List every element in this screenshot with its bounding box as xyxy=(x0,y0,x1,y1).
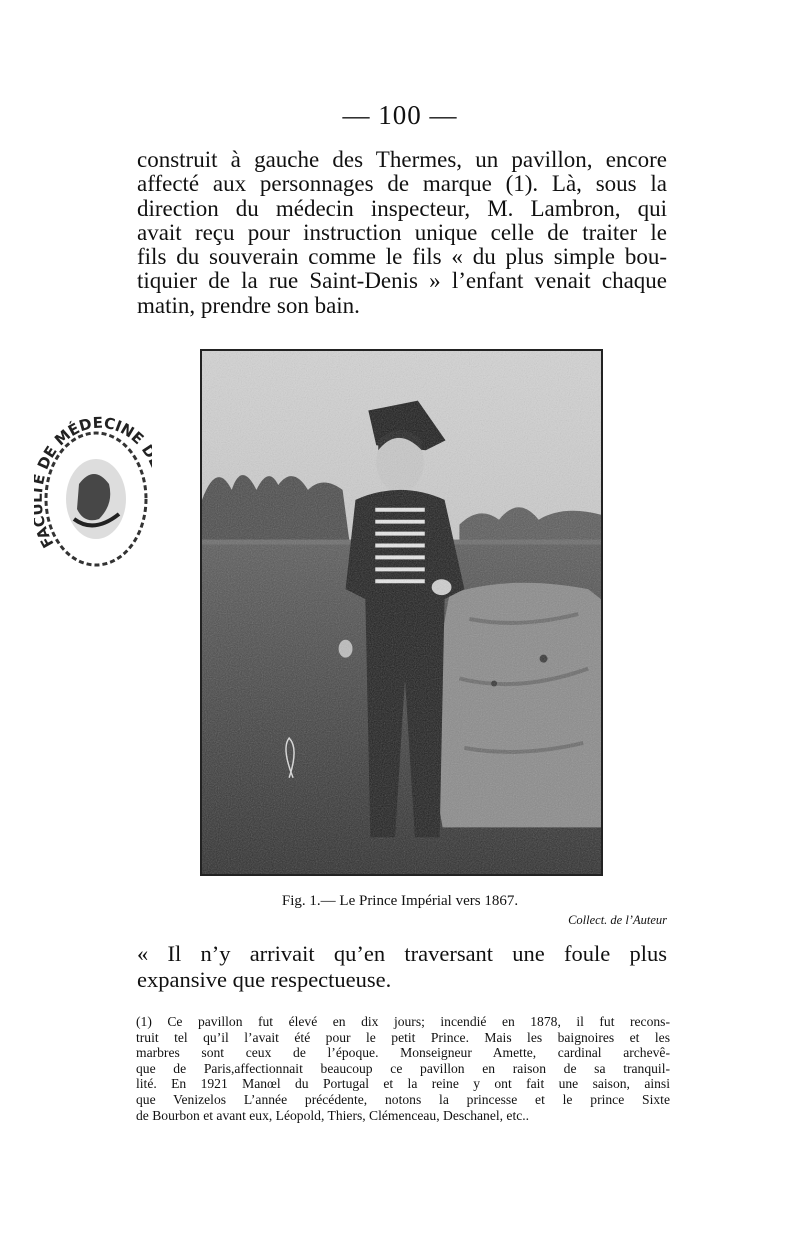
quote-paragraph xyxy=(137,941,667,993)
quote-line: expansive que respectueuse. xyxy=(137,967,392,992)
footnote-line: (1) Ce pavillon fut élevé en dix jours; incendié en 1878, il fut recons- xyxy=(136,1014,670,1029)
footnote-line: marbres sont ceux de l’époque. Monseigneur Amette, cardinal archevê- xyxy=(136,1045,670,1061)
body-paragraph xyxy=(137,148,667,318)
paragraph-line: direction du médecin inspecteur, M. Lambron, qui xyxy=(137,195,667,221)
paragraph-line: avait reçu pour instruction unique celle de traiter le xyxy=(137,219,667,245)
paragraph-line: tiquier de la rue Saint-Denis » l’enfant venait chaque xyxy=(137,268,667,294)
footnote-line: lité. En 1921 Manœl du Portugal et la reine y ont fait une saison, ainsi xyxy=(136,1076,670,1092)
footnote-line: que Venizelos L’année précédente, notons la princesse et le prince Sixte xyxy=(136,1091,670,1107)
paragraph-line: fils du souverain comme le fils « du plus simple bou- xyxy=(137,244,667,270)
quote-line: « Il n’y arrivait qu’en traversant une foule plus xyxy=(137,941,667,966)
footnote-line: que de Paris,affectionnait beaucoup ce pavillon en raison de sa tranquil- xyxy=(136,1060,670,1076)
footnote-line: truit tel qu’il l’avait été pour le petit Prince. Mais les baignoires et les xyxy=(136,1029,670,1045)
figure-credit: Collect. de l’Auteur xyxy=(568,913,667,927)
page-number: — 100 — xyxy=(342,100,458,130)
footnote-line: de Bourbon et avant eux, Léopold, Thiers, Clémenceau, Deschanel, etc.. xyxy=(136,1107,530,1123)
prince-photograph xyxy=(202,351,601,874)
figure-caption: Fig. 1.— Le Prince Impérial vers 1867. xyxy=(281,893,519,909)
paragraph-line: affecté aux personnages de marque (1). Là, sous la xyxy=(137,171,667,197)
paragraph-line: construit à gauche des Thermes, un pavillon, encore xyxy=(137,147,667,172)
paragraph-line: matin, prendre son bain. xyxy=(137,292,360,318)
stamp-lettering: FA DE MÉDECINE xyxy=(34,413,148,551)
photograph-figure xyxy=(200,349,603,876)
footnote xyxy=(136,1014,670,1123)
library-stamp xyxy=(34,404,152,584)
